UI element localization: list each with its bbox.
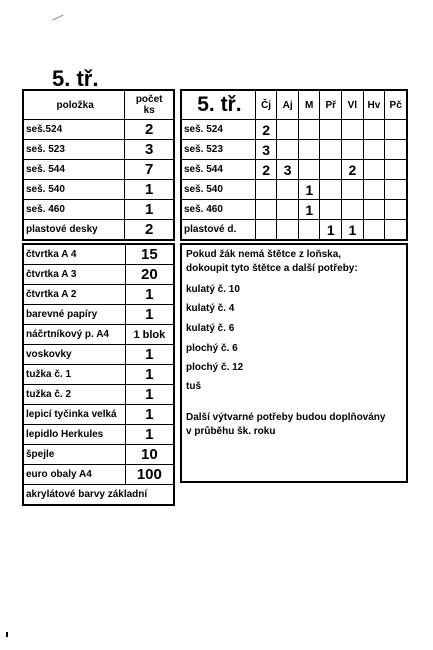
- supply-item: lepidlo Herkules: [23, 425, 125, 445]
- cell: [277, 140, 299, 160]
- row-item: plastové desky: [23, 220, 125, 241]
- cell: [385, 200, 407, 220]
- cell: [255, 180, 277, 200]
- brush-item: kulatý č. 6: [186, 323, 235, 334]
- supply-count: 1: [125, 405, 174, 425]
- supply-count: 10: [125, 445, 174, 465]
- subject-header: Čj: [255, 90, 277, 120]
- cell: [255, 220, 277, 241]
- subject-header: Př: [320, 90, 342, 120]
- table-row: [23, 345, 174, 365]
- cell: 2: [255, 160, 277, 180]
- table-title: 5. tř.: [181, 90, 255, 120]
- cell: [385, 220, 407, 241]
- cell: [363, 120, 385, 140]
- table-header-row: [23, 90, 174, 120]
- table-row: [23, 244, 174, 265]
- cell: [277, 180, 299, 200]
- row-label: seš. 523: [181, 140, 255, 160]
- subject-header: Aj: [277, 90, 299, 120]
- table-row: [23, 385, 174, 405]
- cell: 3: [277, 160, 299, 180]
- cell: [320, 120, 342, 140]
- table-row: [23, 120, 174, 140]
- supply-count: 1: [125, 305, 174, 325]
- table-row: [23, 285, 174, 305]
- table-row: [181, 180, 407, 200]
- table-row: [23, 485, 174, 506]
- cell: [385, 180, 407, 200]
- supply-count: 20: [125, 265, 174, 285]
- subject-distribution-table: [180, 89, 408, 241]
- supply-count: 1: [125, 365, 174, 385]
- brush-item: tuš: [186, 381, 201, 392]
- cell: 3: [255, 140, 277, 160]
- row-item: seš. 540: [23, 180, 125, 200]
- brush-item: plochý č. 12: [186, 362, 244, 373]
- supply-count: 15: [125, 244, 174, 265]
- table-row: [181, 220, 407, 241]
- cell: [298, 120, 320, 140]
- cell: [320, 140, 342, 160]
- supply-item: lepicí tyčinka velká: [23, 405, 125, 425]
- subject-header: Pč: [385, 90, 407, 120]
- cell: [385, 140, 407, 160]
- table-row: [23, 465, 174, 485]
- cell: 1: [320, 220, 342, 241]
- brush-item: kulatý č. 10: [186, 284, 240, 295]
- subject-header: M: [298, 90, 320, 120]
- supply-count: 1: [125, 425, 174, 445]
- table-row: [23, 180, 174, 200]
- page-title: 5. tř.: [52, 66, 99, 91]
- cell: [342, 180, 364, 200]
- scan-dot: [6, 632, 8, 637]
- notes-outro-1: Další výtvarné potřeby budou doplňovány: [186, 412, 386, 423]
- cell: [277, 200, 299, 220]
- supply-count: 1 blok: [125, 325, 174, 345]
- cell: [320, 200, 342, 220]
- cell: [342, 200, 364, 220]
- supply-count: 1: [125, 385, 174, 405]
- supply-item: náčrtníkový p. A4: [23, 325, 125, 345]
- supply-count: 1: [125, 285, 174, 305]
- cell: [277, 120, 299, 140]
- cell: [277, 220, 299, 241]
- row-count: 1: [125, 180, 174, 200]
- cell: [298, 140, 320, 160]
- row-count: 1: [125, 200, 174, 220]
- table-row: [23, 160, 174, 180]
- cell: [298, 220, 320, 241]
- supply-item: tužka č. 1: [23, 365, 125, 385]
- cell: [342, 120, 364, 140]
- row-label: seš. 460: [181, 200, 255, 220]
- supply-item: čtvrtka A 3: [23, 265, 125, 285]
- row-count: 2: [125, 220, 174, 241]
- cell: [363, 220, 385, 241]
- table-row: [23, 325, 174, 345]
- notes-intro-1: Pokud žák nemá štětce z loňska,: [186, 249, 342, 260]
- table-row: [23, 445, 174, 465]
- notes-box: [180, 243, 408, 483]
- notes-intro-2: dokoupit tyto štětce a další potřeby:: [186, 263, 358, 274]
- supply-item: voskovky: [23, 345, 125, 365]
- supply-item: čtvrtka A 2: [23, 285, 125, 305]
- supply-item: čtvrtka A 4: [23, 244, 125, 265]
- table-row: [181, 140, 407, 160]
- subject-header: Hv: [363, 90, 385, 120]
- cell: [298, 160, 320, 180]
- header-count-line1: počet: [135, 94, 163, 105]
- cell: [363, 140, 385, 160]
- supply-count: 1: [125, 345, 174, 365]
- row-item: seš.524: [23, 120, 125, 140]
- supply-item: špejle: [23, 445, 125, 465]
- supply-item: euro obaly A4: [23, 465, 125, 485]
- cell: [363, 160, 385, 180]
- brush-item: kulatý č. 4: [186, 303, 235, 314]
- supplies-table: [22, 243, 175, 506]
- cell: [385, 160, 407, 180]
- cell: [255, 200, 277, 220]
- notes-outro-2: v průběhu šk. roku: [186, 426, 276, 437]
- table-row: [23, 405, 174, 425]
- row-label: seš. 524: [181, 120, 255, 140]
- row-count: 7: [125, 160, 174, 180]
- cell: [363, 200, 385, 220]
- cell: [342, 140, 364, 160]
- table-row: [23, 200, 174, 220]
- supply-item: tužka č. 2: [23, 385, 125, 405]
- row-item: seš. 523: [23, 140, 125, 160]
- header-count: [125, 90, 174, 120]
- table-row: [23, 425, 174, 445]
- cell: 1: [298, 200, 320, 220]
- subject-header: Vl: [342, 90, 364, 120]
- cell: 2: [255, 120, 277, 140]
- brush-item: plochý č. 6: [186, 343, 238, 354]
- row-label: seš. 544: [181, 160, 255, 180]
- row-item: seš. 460: [23, 200, 125, 220]
- table-row: [23, 305, 174, 325]
- cell: [320, 160, 342, 180]
- scan-mark: [52, 15, 63, 21]
- row-count: 2: [125, 120, 174, 140]
- subject-header-row: [181, 90, 407, 120]
- cell: 1: [342, 220, 364, 241]
- header-item: položka: [23, 90, 125, 120]
- table-row: [181, 200, 407, 220]
- cell: [385, 120, 407, 140]
- row-count: 3: [125, 140, 174, 160]
- cell: 2: [342, 160, 364, 180]
- table-row: [23, 265, 174, 285]
- table-row: [23, 220, 174, 241]
- table-row: [23, 140, 174, 160]
- table-row: [181, 160, 407, 180]
- notebook-count-table: [22, 89, 175, 241]
- row-label: plastové d.: [181, 220, 255, 241]
- row-label: seš. 540: [181, 180, 255, 200]
- cell: 1: [298, 180, 320, 200]
- row-item: seš. 544: [23, 160, 125, 180]
- supply-count: 100: [125, 465, 174, 485]
- table-row: [181, 120, 407, 140]
- supply-item: barevné papíry: [23, 305, 125, 325]
- cell: [320, 180, 342, 200]
- header-count-line2: ks: [143, 105, 155, 116]
- cell: [363, 180, 385, 200]
- table-row: [23, 365, 174, 385]
- supply-item-full: akrylátové barvy základní: [23, 485, 174, 506]
